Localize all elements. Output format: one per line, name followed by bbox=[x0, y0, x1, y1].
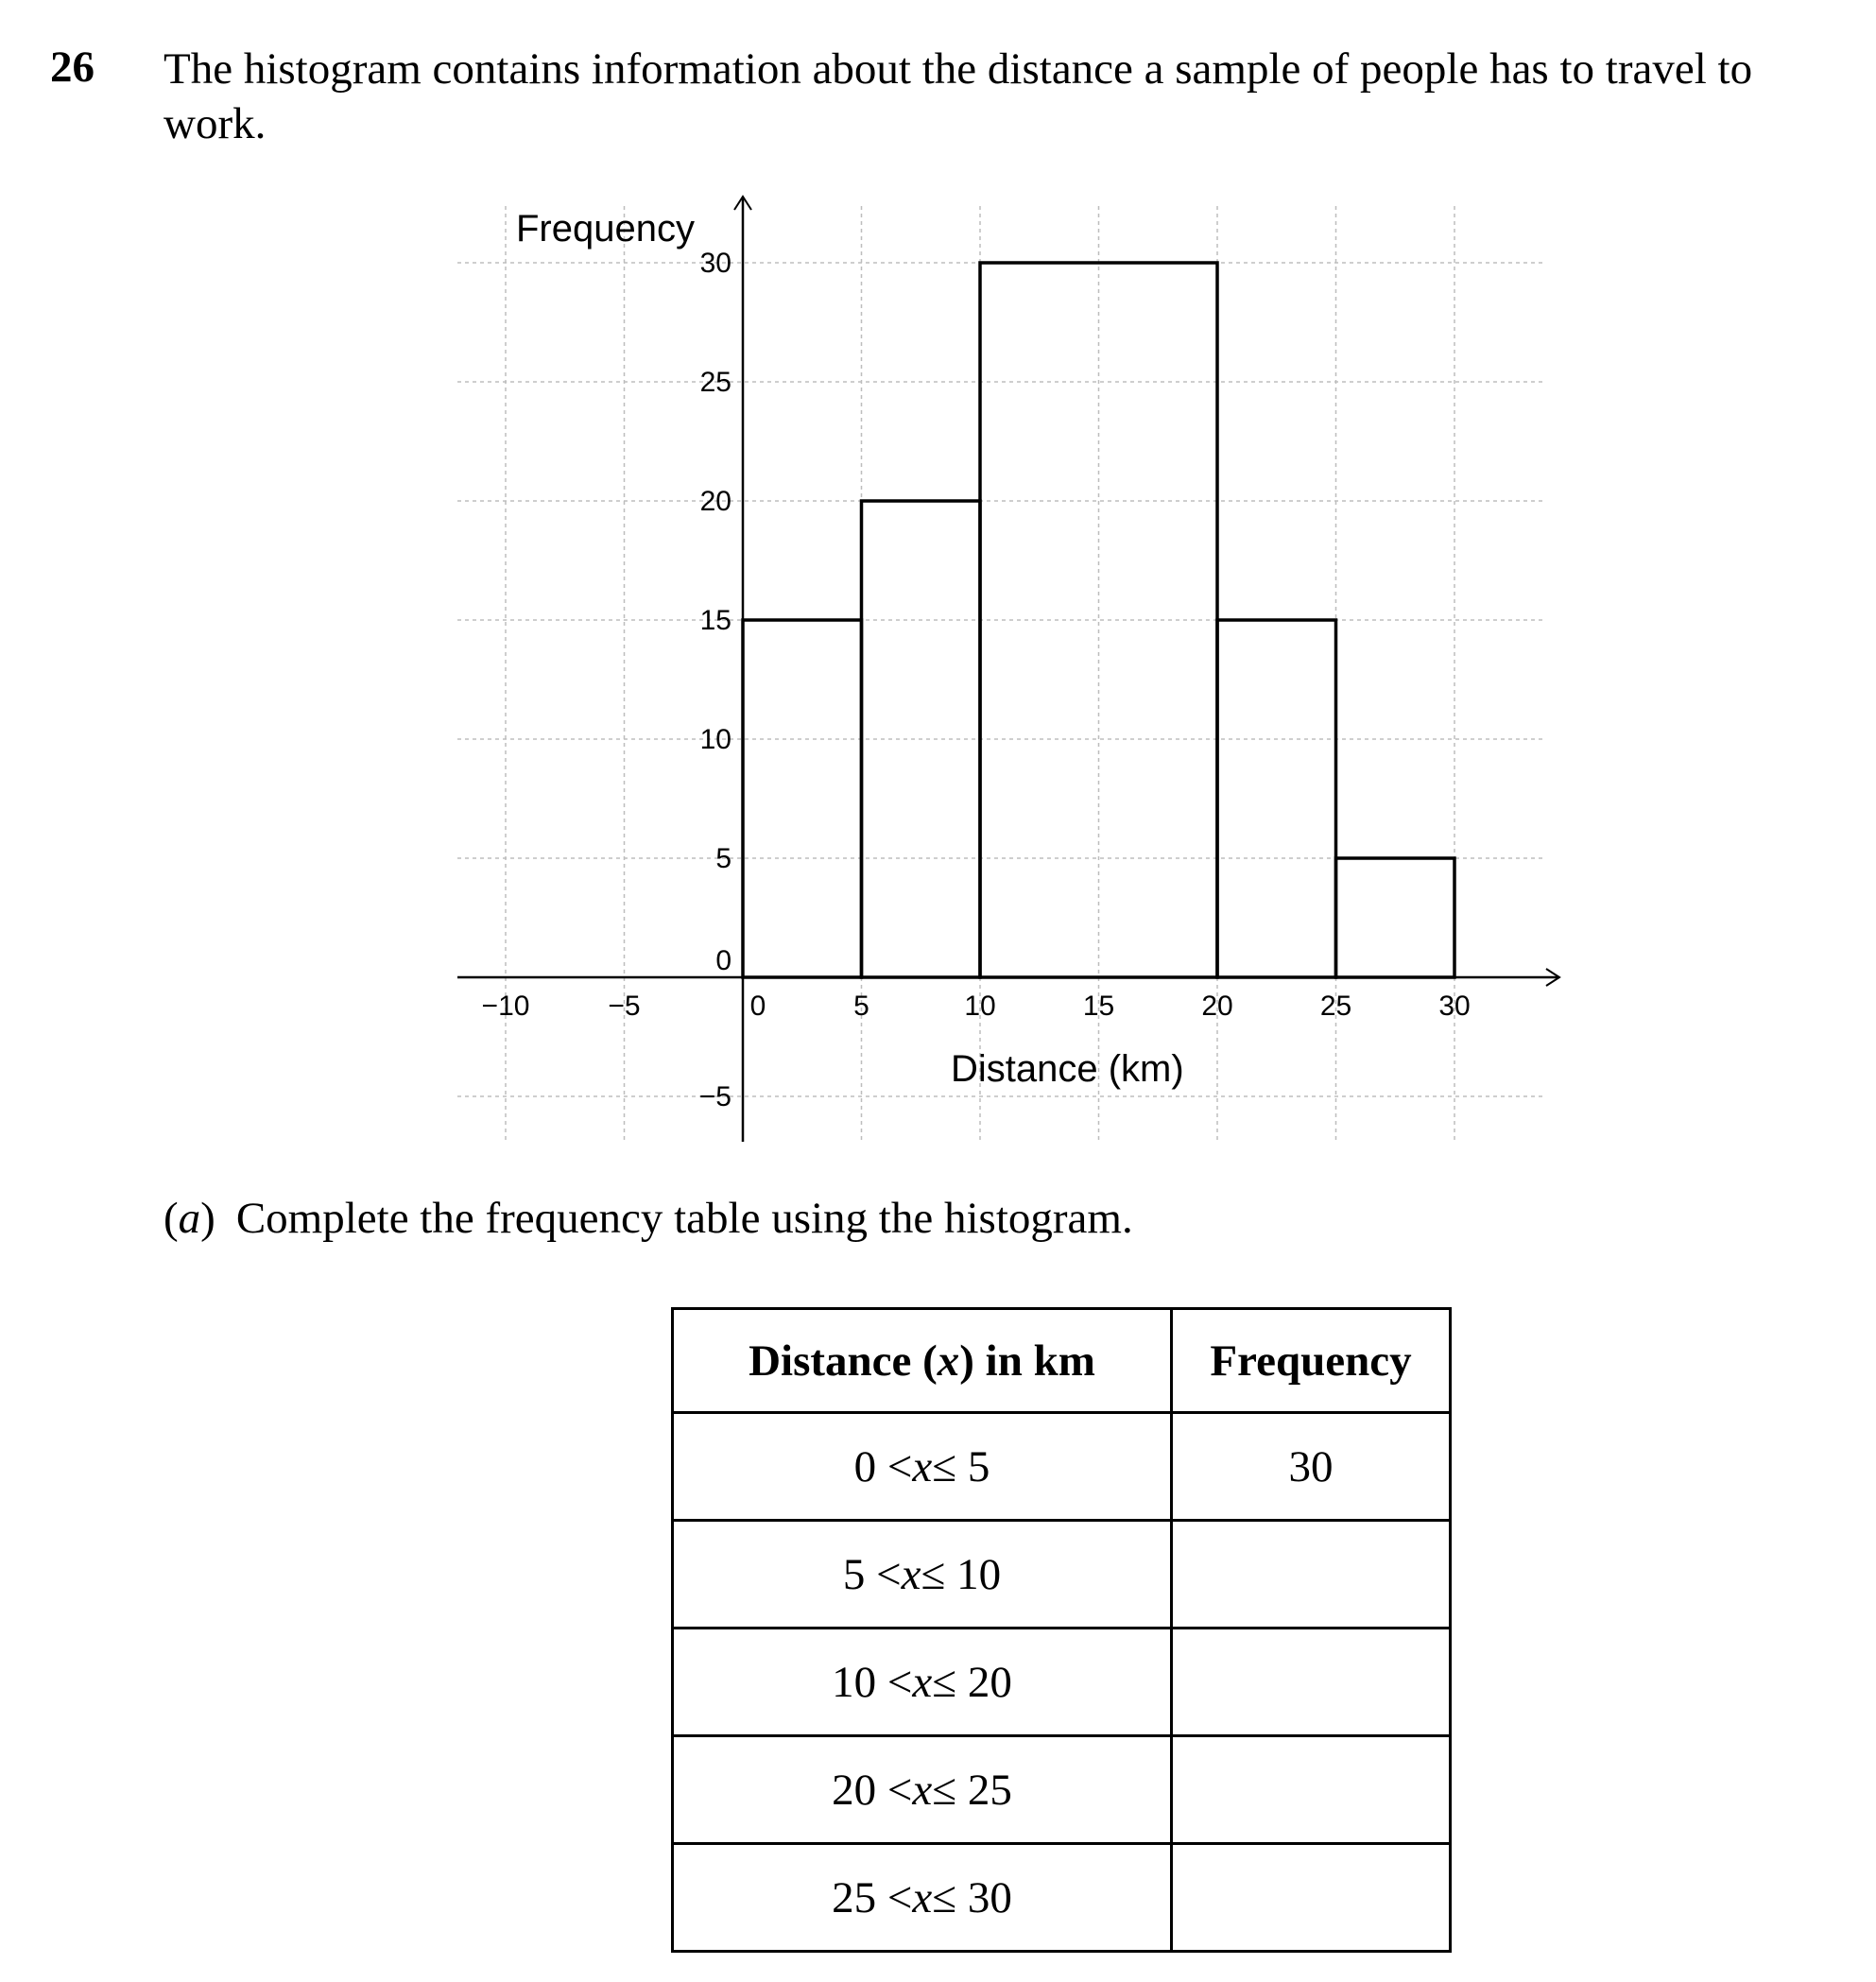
frequency-cell[interactable]: 30 bbox=[1172, 1413, 1451, 1521]
histogram-chart bbox=[444, 189, 1578, 1153]
x-tick-label: 30 bbox=[1438, 991, 1471, 1022]
frequency-header: Frequency bbox=[1172, 1309, 1451, 1413]
histogram-bar bbox=[980, 263, 1217, 977]
x-tick-label: −5 bbox=[608, 991, 641, 1022]
table-row bbox=[673, 1736, 1451, 1844]
y-tick-label: 10 bbox=[699, 724, 731, 755]
distance-interval: 0 <x≤ 5 bbox=[673, 1413, 1172, 1521]
x-tick-label: 20 bbox=[1201, 991, 1233, 1022]
histogram-bar bbox=[743, 620, 862, 977]
x-tick-label: 10 bbox=[964, 991, 996, 1022]
y-axis-label: Frequency bbox=[516, 208, 695, 250]
distance-interval: 20 <x≤ 25 bbox=[673, 1736, 1172, 1844]
chart-tick-labels bbox=[482, 248, 1471, 1112]
table-row bbox=[673, 1629, 1451, 1736]
table-header-row bbox=[673, 1309, 1451, 1413]
x-tick-label: 5 bbox=[853, 991, 869, 1022]
distance-interval: 5 <x≤ 10 bbox=[673, 1521, 1172, 1629]
frequency-cell[interactable] bbox=[1172, 1521, 1451, 1629]
y-tick-label: 30 bbox=[699, 248, 731, 279]
distance-header: Distance (x) in km bbox=[673, 1309, 1172, 1413]
y-tick-label: 5 bbox=[715, 843, 731, 874]
frequency-cell[interactable] bbox=[1172, 1844, 1451, 1952]
table-row bbox=[673, 1521, 1451, 1629]
x-tick-label: −10 bbox=[481, 991, 530, 1022]
part-a: (a) Complete the frequency table using the histogram. bbox=[164, 1194, 1133, 1243]
x-tick-label: 25 bbox=[1319, 991, 1352, 1022]
question-number: 26 bbox=[50, 43, 95, 92]
part-a-text: Complete the frequency table using the histogram. bbox=[235, 1194, 1133, 1243]
y-tick-label: 15 bbox=[699, 605, 731, 636]
x-axis-label: Distance (km) bbox=[951, 1048, 1184, 1090]
table-row bbox=[673, 1844, 1451, 1952]
y-tick-label: −5 bbox=[698, 1081, 731, 1112]
frequency-table bbox=[671, 1307, 1452, 1953]
histogram-bar bbox=[1217, 620, 1336, 977]
part-a-label: a bbox=[178, 1194, 201, 1243]
chart-bars bbox=[743, 263, 1454, 977]
y-tick-label: 0 bbox=[715, 945, 731, 976]
histogram-bar bbox=[1336, 858, 1455, 977]
y-tick-label: 20 bbox=[699, 486, 731, 517]
frequency-cell[interactable] bbox=[1172, 1629, 1451, 1736]
distance-interval: 10 <x≤ 20 bbox=[673, 1629, 1172, 1736]
x-tick-label: 15 bbox=[1082, 991, 1115, 1022]
frequency-cell[interactable] bbox=[1172, 1736, 1451, 1844]
distance-interval: 25 <x≤ 30 bbox=[673, 1844, 1172, 1952]
y-tick-label: 25 bbox=[699, 367, 731, 398]
question-text: The histogram contains information about the distance a sample of people has to travel to work. bbox=[164, 44, 1753, 148]
table-row bbox=[673, 1413, 1451, 1521]
x-tick-label: 0 bbox=[749, 991, 766, 1022]
